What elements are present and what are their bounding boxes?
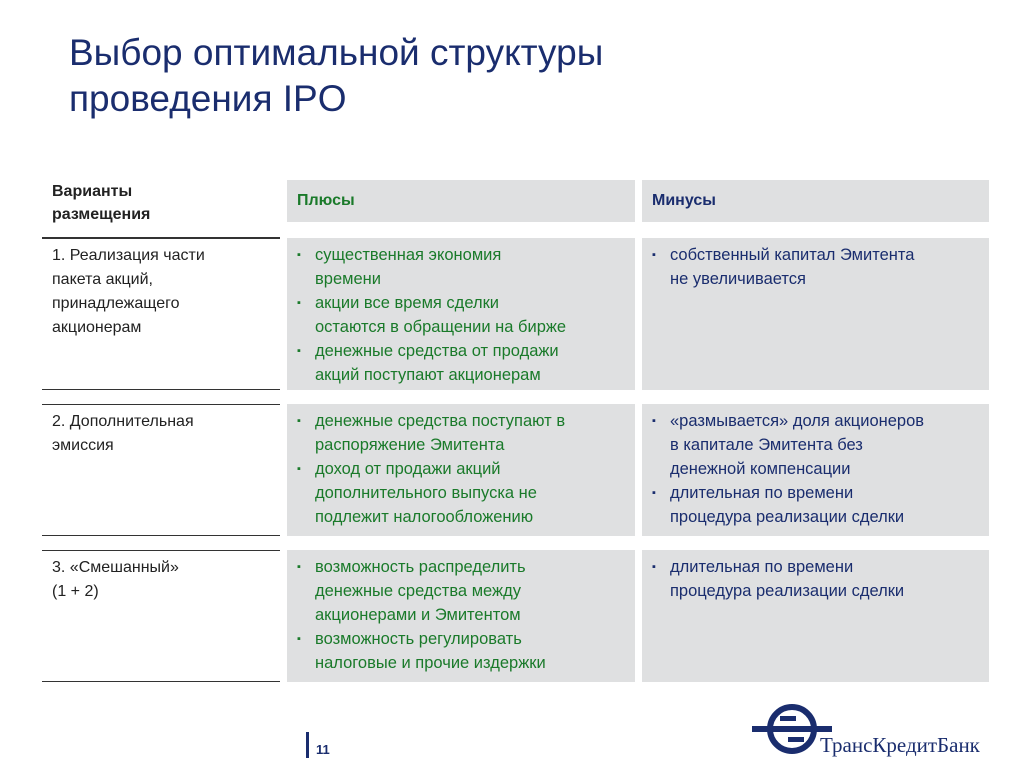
plus-item [297,291,627,339]
minus-item [652,409,981,481]
plus-item [297,409,627,457]
variant-line: пакета акций, [52,271,153,288]
bullet-icon: ▪ [297,297,301,309]
plus-item-line: подлежит налогообложению [315,508,534,526]
plus-item-line: возможность распределить [315,558,526,576]
bullet-icon: ▪ [297,561,301,573]
plus-item [297,457,627,529]
minus-item-line: длительная по времени [670,558,854,576]
plus-item-line: дополнительного выпуска не [315,484,537,502]
bullet-icon: ▪ [297,249,301,261]
minus-item-line: денежной компенсации [670,460,851,478]
bullet-icon: ▪ [652,487,656,499]
minus-item-line: процедура реализации сделки [670,508,905,526]
plus-item-line: акционерами и Эмитентом [315,606,521,624]
slide-title [69,30,929,122]
minus-item-line: длительная по времени [670,484,854,502]
minus-item-line: не увеличивается [670,270,806,288]
bullet-icon: ▪ [652,561,656,573]
bullet-icon: ▪ [297,463,301,475]
plus-item-line: времени [315,270,381,288]
variant-cell-2 [42,404,280,536]
variant-line: (1 + 2) [52,583,99,600]
plus-item-line: акций поступают акционерам [315,366,541,384]
plus-cell-1 [287,238,635,390]
header-variants [42,180,280,238]
header-plus: Плюсы [287,180,635,222]
minus-item-line: в капитале Эмитента без [670,436,863,454]
plus-item [297,339,627,387]
plus-item [297,627,627,675]
plus-item-line: денежные средства между [315,582,521,600]
variant-cell-1 [42,238,280,390]
header-minus: Минусы [642,180,989,222]
minus-item [652,555,981,603]
plus-cell-2 [287,404,635,536]
plus-item-line: остаются в обращении на бирже [315,318,567,336]
plus-item [297,243,627,291]
minus-item [652,243,981,291]
plus-item [297,555,627,627]
header-variants-line-2: размещения [52,206,151,223]
minus-item [652,481,981,529]
variant-cell-3 [42,550,280,682]
bullet-icon: ▪ [297,633,301,645]
slide-title-line-2: проведения IPO [69,78,347,119]
page-number: 11 [316,742,330,757]
header-variants-line-1: Варианты [52,183,133,200]
minus-cell-2 [642,404,989,536]
plus-item-line: денежные средства поступают в [315,412,566,430]
minus-cell-1 [642,238,989,390]
plus-item-line: существенная экономия [315,246,502,264]
plus-item-line: налоговые и прочие издержки [315,654,546,672]
plus-item-line: акции все время сделки [315,294,500,312]
plus-cell-3 [287,550,635,682]
minus-cell-3 [642,550,989,682]
plus-item-line: денежные средства от продажи [315,342,559,360]
variant-line: 2. Дополнительная [52,413,194,430]
minus-item-line: собственный капитал Эмитента [670,246,915,264]
brand-name: ТрансКредитБанк [820,733,980,757]
bullet-icon: ▪ [652,249,656,261]
bullet-icon: ▪ [297,345,301,357]
plus-item-line: распоряжение Эмитента [315,436,505,454]
variant-line: 3. «Смешанный» [52,559,179,576]
minus-item-line: процедура реализации сделки [670,582,905,600]
page-number-bar [306,732,309,758]
variant-line: акционерам [52,319,142,336]
variant-line: эмиссия [52,437,114,454]
variant-line: принадлежащего [52,295,180,312]
slide-title-line-1: Выбор оптимальной структуры [69,32,604,73]
plus-item-line: доход от продажи акций [315,460,501,478]
variant-line: 1. Реализация части [52,247,205,264]
bullet-icon: ▪ [652,415,656,427]
plus-item-line: возможность регулировать [315,630,522,648]
minus-item-line: «размывается» доля акционеров [670,412,925,430]
bullet-icon: ▪ [297,415,301,427]
